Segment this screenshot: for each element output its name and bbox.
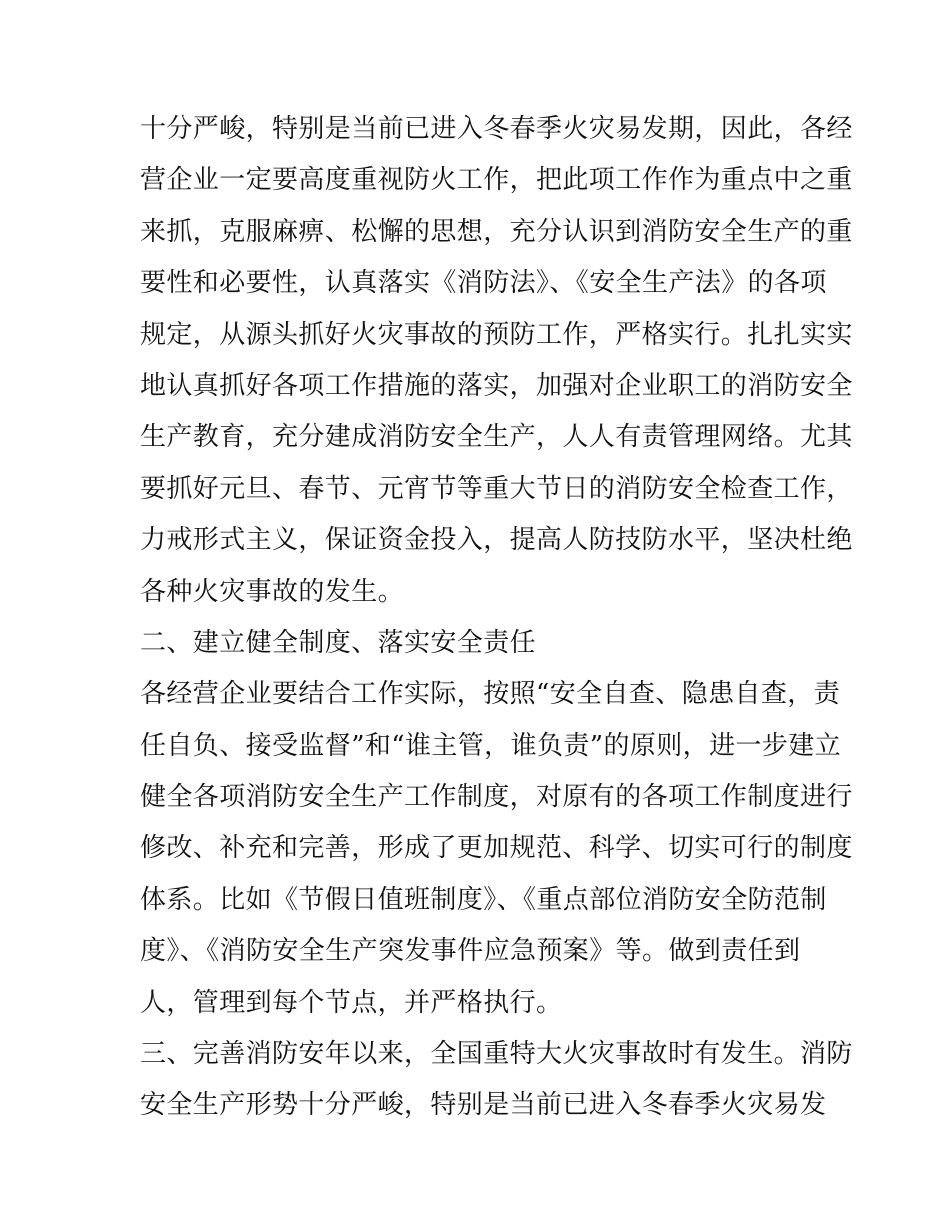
document-body (140, 104, 853, 1132)
section-heading: 二、建立健全制度、落实安全责任 (140, 627, 537, 658)
text-line: 度》、《消防安全生产突发事件应急预案》等。做到责任到 (140, 936, 801, 967)
text-line: 生产教育，充分建成消防安全生产，人人有责管理网络。尤其 (140, 422, 853, 453)
text-line: 体系。比如《节假日值班制度》、《重点部位消防安全防范制 (140, 884, 827, 915)
text-line: 任自负、接受监督”和“谁主管，谁负责”的原则，进一步建立 (140, 730, 842, 761)
text-line: 十分严峻，特别是当前已进入冬春季火灾易发期，因此，各经 (140, 114, 853, 144)
text-line: 来抓，克服麻痹、松懈的思想，充分认识到消防安全生产的重 (140, 216, 853, 247)
text-line: 安全生产形势十分严峻，特别是当前已进入冬春季火灾易发 (140, 1090, 827, 1121)
text-line: 力戒形式主义，保证资金投入，提高人防技防水平，坚决杜绝 (140, 525, 853, 556)
text-line: 要抓好元旦、春节、元宵节等重大节日的消防安全检查工作， (140, 473, 853, 504)
text-line: 修改、补充和完善，形成了更加规范、科学、切实可行的制度 (140, 833, 853, 864)
text-line: 营企业一定要高度重视防火工作，把此项工作作为重点中之重 (140, 165, 853, 196)
text-line: 各种火灾事故的发生。 (140, 576, 405, 607)
text-line: 规定，从源头抓好火灾事故的预防工作，严格实行。扎扎实实 (140, 319, 853, 350)
text-line: 人，管理到每个节点，并严格执行。 (140, 987, 563, 1018)
section-heading: 三、完善消防安年以来，全国重特大火灾事故时有发生。消防 (140, 1039, 853, 1070)
text-line: 健全各项消防安全生产工作制度，对原有的各项工作制度进行 (140, 782, 853, 813)
text-line: 要性和必要性，认真落实《消防法》、《安全生产法》的各项 (140, 268, 827, 299)
text-line: 各经营企业要结合工作实际，按照“安全自查、隐患自查，责 (140, 679, 841, 710)
text-line: 地认真抓好各项工作措施的落实，加强对企业职工的消防安全 (140, 370, 853, 401)
